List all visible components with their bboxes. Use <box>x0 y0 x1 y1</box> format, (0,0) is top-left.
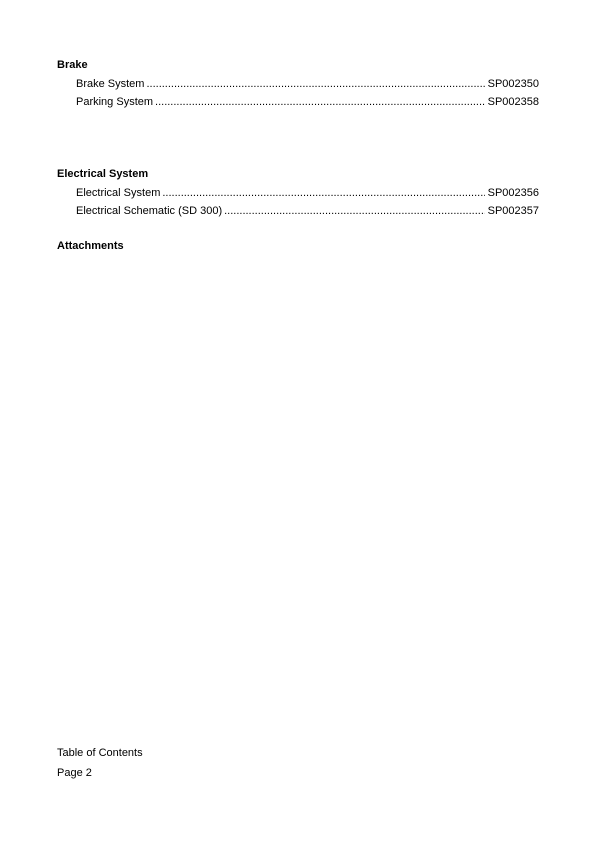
page-footer <box>57 743 143 783</box>
toc-entry-electrical-system[interactable] <box>76 187 539 200</box>
entry-code: SP002358 <box>487 96 539 108</box>
toc-section-electrical <box>57 168 539 218</box>
toc-section-brake <box>57 59 539 109</box>
entry-label: Electrical System <box>76 187 161 199</box>
entry-label: Electrical Schematic (SD 300) <box>76 205 223 217</box>
section-title: Attachments <box>57 240 124 252</box>
leader-dots <box>146 78 484 91</box>
leader-dots <box>155 96 485 109</box>
entry-code: SP002356 <box>487 187 539 199</box>
footer-page-number: Page 2 <box>57 767 92 779</box>
toc-entry-electrical-schematic[interactable] <box>76 205 539 218</box>
entry-code: SP002357 <box>487 205 539 217</box>
section-title: Brake <box>57 59 88 71</box>
footer-doc-title: Table of Contents <box>57 747 143 759</box>
toc-entry-brake-system[interactable] <box>76 78 539 91</box>
toc-entry-parking-system[interactable] <box>76 96 539 109</box>
entry-label: Parking System <box>76 96 154 108</box>
entry-label: Brake System <box>76 78 145 90</box>
leader-dots <box>224 205 485 218</box>
section-title: Electrical System <box>57 168 149 180</box>
toc-section-attachments <box>57 240 539 253</box>
entry-code: SP002350 <box>487 78 539 90</box>
leader-dots <box>162 187 484 200</box>
